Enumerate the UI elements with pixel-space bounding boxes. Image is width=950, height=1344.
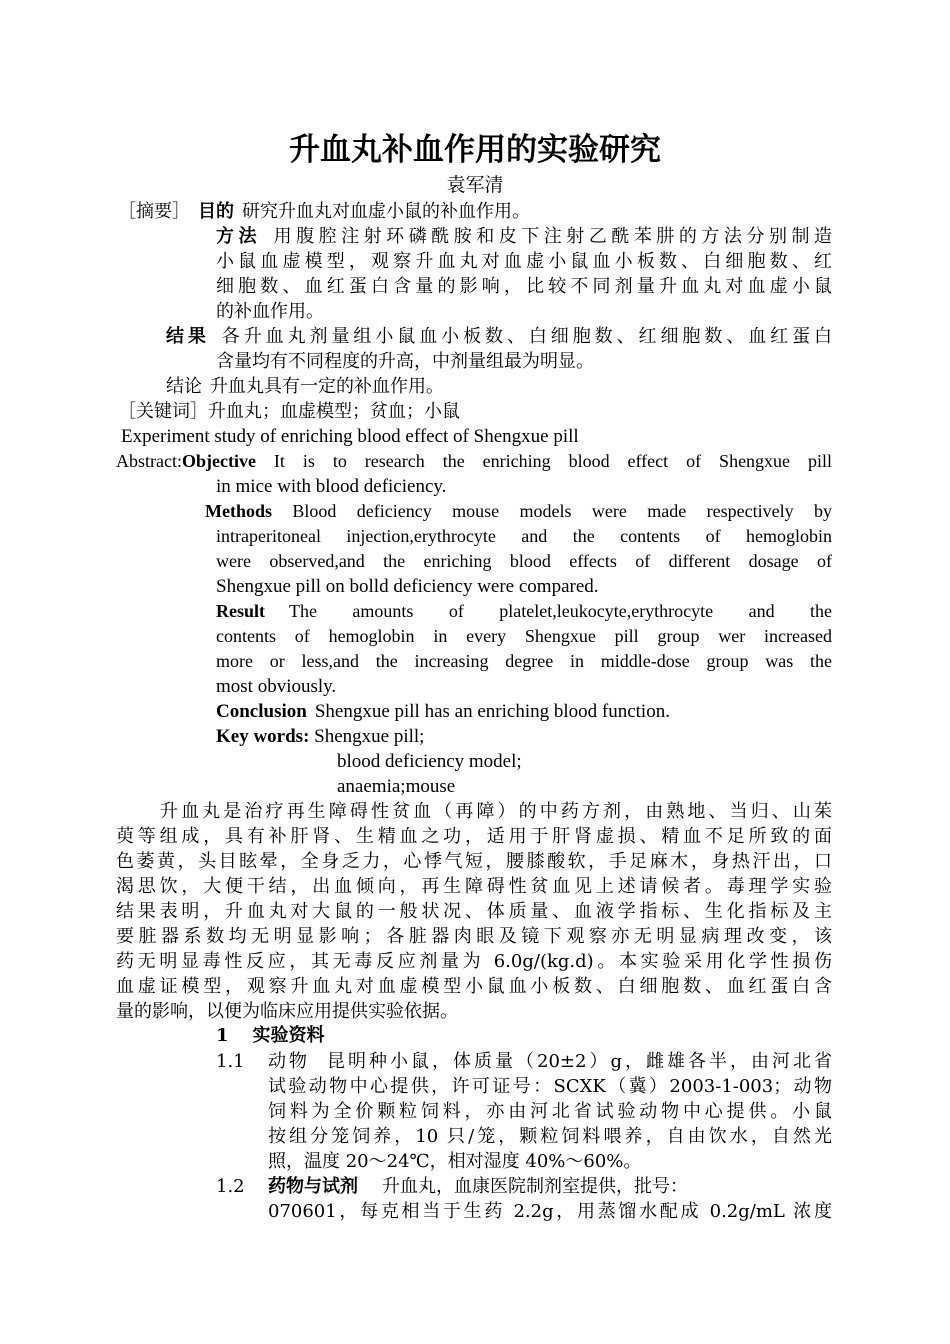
result-en-line-1: contents of hemoglobin in every Shengxue pill group wer increased [216,626,832,646]
methods-cn-line-0: 方法 用腹腔注射环磷酰胺和皮下注射乙酰苯肼的方法分别制造 [216,226,833,247]
objective-en-label: Objective [181,451,256,471]
methods-en-line-1: intraperitoneal injection,erythrocyte and the contents of hemoglobin [216,526,832,546]
keywords-en-line: Key words: Shengxue pill; [216,726,425,747]
intro-line-3: 渴思饮，大便干结，出血倾向，再生障碍性贫血见上述请候者。毒理学实验 [116,876,832,897]
english-title: Experiment study of enriching blood effect of Shengxue pill [121,426,579,447]
keywords-en-label: Key words: [216,726,310,747]
methods-en-line-3: Shengxue pill on bolld deficiency were compared. [216,576,599,597]
item-1-1-line-3: 按组分笼饲养，10 只/笼，颗粒饲料喂养，自由饮水，自然光 [268,1126,832,1147]
result-cn-label: 结果 [166,326,210,347]
keywords-en-item-1: blood deficiency model; [337,751,522,772]
methods-en-label: Methods [205,501,272,521]
keywords-cn-label: ［关键词］ [118,401,208,422]
item-1-1-number: 1.1 [216,1051,245,1072]
objective-en-line-0: Abstract:Objective It is to research the enriching blood effect of Shengxue pill [116,451,833,471]
author-name: 袁军清 [446,174,504,196]
item-1-1-line-2: 饲料为全价颗粒饲料，亦由河北省试验动物中心提供。小鼠 [268,1101,832,1122]
intro-line-0: 升血丸是治疗再生障碍性贫血（再障）的中药方剂，由熟地、当归、山茱 [160,801,832,822]
intro-line-7: 血虚证模型，观察升血丸对血虚模型小鼠血小板数、白细胞数、血红蛋白含 [116,976,832,997]
conclusion-en-text: Shengxue pill has an enriching blood function. [314,701,670,722]
methods-cn-line-3: 的补血作用。 [216,301,324,322]
result-en-line-0: Result The amounts of platelet,leukocyte,erythrocyte and the [216,601,832,621]
intro-line-6: 药无明显毒性反应，其无毒反应剂量为 6.0g/(kg.d)。本实验采用化学性损伤 [116,951,832,972]
item-1-1-label: 动物 [268,1051,311,1072]
conclusion-cn-text: 升血丸具有一定的补血作用。 [210,376,444,397]
methods-cn-label: 方法 [216,226,262,247]
result-en-line-3: most obviously. [216,676,337,697]
methods-cn-line-2: 细胞数、血红蛋白含量的影响，比较不同剂量升血丸对血虚小鼠 [216,276,832,297]
intro-line-8: 量的影响，以便为临床应用提供实验依据。 [116,1001,458,1022]
abstract-cn-label: ［摘要］ [118,201,190,222]
conclusion-en-line [216,699,670,724]
intro-line-4: 结果表明，升血丸对大鼠的一般状况、体质量、血液学指标、生化指标及主 [116,901,832,922]
paper-title: 升血丸补血作用的实验研究 [289,132,661,168]
item-1-1-line-1: 试验动物中心提供，许可证号：SCXK（冀）2003-1-003；动物 [268,1076,832,1097]
conclusion-cn-label: 结论 [166,376,202,397]
intro-line-1: 萸等组成，具有补肝肾、生精血之功，适用于肝肾虚损、精血不足所致的面 [116,826,832,847]
result-cn-line-1: 含量均有不同程度的升高，中剂量组最为明显。 [216,351,594,372]
keywords-en-item-2: anaemia;mouse [337,776,456,797]
result-cn-line-0: 结果 各升血丸剂量组小鼠血小板数、白细胞数、红细胞数、血红蛋白 [166,326,833,347]
abstract-en-label: Abstract: [116,451,182,471]
methods-en-line-0: Methods Blood deficiency mouse models were made respectively by [205,501,832,521]
keywords-cn-text: 升血丸；血虚模型；贫血；小鼠 [208,401,460,422]
item-1-2-line-1: 070601，每克相当于生药 2.2g，用蒸馏水配成 0.2g/mL 浓度 [268,1201,832,1222]
section-1-heading [216,1023,325,1048]
methods-en-line-2: were observed,and the enriching blood effects of different dosage of [216,551,832,571]
item-1-2-number: 1.2 [216,1176,245,1197]
item-1-2-line-0: 药物与试剂 升血丸，血康医院制剂室提供，批号： [268,1176,688,1197]
intro-line-2: 色萎黄，头目眩晕，全身乏力，心悸气短，腰膝酸软，手足麻木，身热汗出，口 [116,851,832,872]
section-1-number: 1 [216,1025,229,1046]
abstract-cn-objective-line [118,199,530,224]
result-en-label: Result [216,601,265,621]
objective-cn-text: 研究升血丸对血虚小鼠的补血作用。 [242,201,530,222]
objective-en-line-1: in mice with blood deficiency. [216,476,447,497]
item-1-1-line-4: 照，温度 20～24℃，相对湿度 40%～60%。 [268,1151,642,1172]
item-1-2-label: 药物与试剂 [268,1176,358,1197]
keywords-cn-line [118,399,460,424]
conclusion-cn-line [166,374,444,399]
objective-cn-label: 目的 [198,201,234,222]
item-1-1-line-0: 动物 昆明种小鼠，体质量（20±2）g，雌雄各半，由河北省 [268,1051,833,1072]
section-1-title: 实验资料 [252,1025,325,1046]
intro-line-5: 要脏器系数均无明显影响；各脏器肉眼及镜下观察亦无明显病理改变，该 [116,926,832,947]
methods-cn-line-1: 小鼠血虚模型，观察升血丸对血虚小鼠血小板数、白细胞数、红 [216,251,832,272]
conclusion-en-label: Conclusion [216,701,307,722]
result-en-line-2: more or less,and the increasing degree in middle-dose group was the [216,651,832,671]
